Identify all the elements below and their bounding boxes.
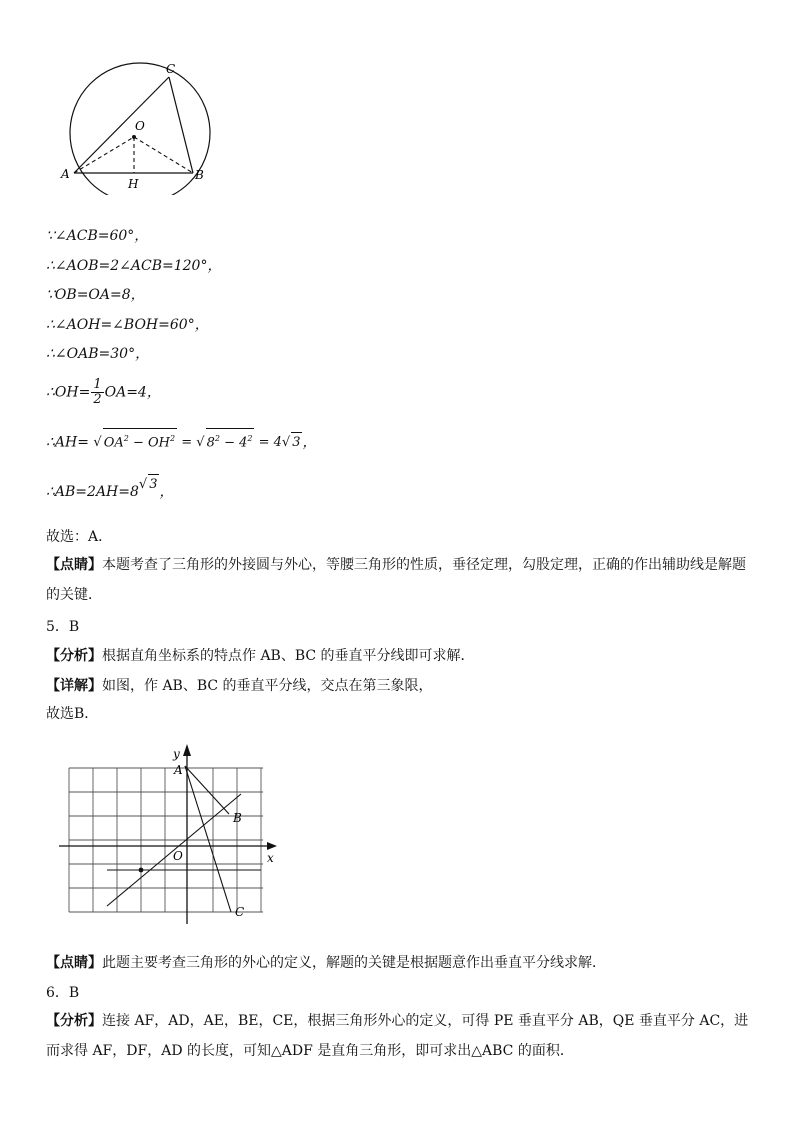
step-1: ∵∠ACB=60°， bbox=[46, 228, 149, 244]
q5-number: 5．B bbox=[46, 619, 80, 635]
grid-figure bbox=[55, 744, 285, 924]
label-h: H bbox=[128, 177, 139, 191]
q5-comment: 【点睛】此题主要考查三角形的外心的定义，解题的关键是根据题意作出垂直平分线求解． bbox=[46, 955, 606, 971]
label-a: A bbox=[61, 167, 70, 181]
q6-analysis: 【分析】连接 AF，AD，AE，BE，CE，根据三角形外心的定义，可得 PE 垂直平分 AB，QE 垂直平分 AC，进而求得 AF，DF，AD 的长度，可知△ADF 是直角三角形，即可求出△ABC 的面积． bbox=[46, 1013, 749, 1059]
label-y: y bbox=[173, 747, 180, 761]
step-oh: ∴OH= $\frac{1}{2}$ OA=4， bbox=[46, 377, 161, 407]
label-b: B bbox=[233, 811, 242, 825]
label-c: C bbox=[235, 905, 245, 919]
dashed-ob bbox=[134, 137, 193, 173]
label-b: B bbox=[195, 168, 204, 182]
x-axis-arrow bbox=[267, 842, 277, 850]
circle-figure bbox=[55, 55, 230, 195]
step-ab: ∴AB=2AH=8√ 3 ， bbox=[46, 482, 173, 503]
q4-comment: 【点睛】本题考查了三角形的外接圆与外心，等腰三角形的性质，垂径定理，勾股定理，正确的作出辅助线是解题的关键． bbox=[46, 557, 746, 603]
q5-detail: 【详解】如图，作 AB、BC 的垂直平分线，交点在第三象限， bbox=[46, 678, 433, 694]
label-x: x bbox=[267, 851, 274, 865]
segment-cb bbox=[169, 77, 193, 173]
step-5: ∴∠OAB=30°， bbox=[46, 346, 150, 362]
center-point bbox=[132, 135, 136, 139]
segment-ac bbox=[185, 766, 231, 912]
grid-lines bbox=[69, 768, 263, 912]
fraction-half: $\frac{1}{2}$ bbox=[93, 377, 102, 407]
step-4: ∴∠AOH=∠BOH=60°， bbox=[46, 317, 209, 333]
step-ah: ∴AH= √ $OA^2 - OH^2$ = √ $8^2 - 4^2 = 4√$ 3 ， bbox=[46, 428, 316, 453]
intersection-point bbox=[139, 868, 144, 873]
label-o: O bbox=[173, 849, 183, 863]
label-o: O bbox=[135, 119, 145, 133]
label-c: C bbox=[166, 62, 176, 76]
q6-number: 6．B bbox=[46, 985, 80, 1001]
q5-analysis: 【分析】根据直角坐标系的特点作 AB、BC 的垂直平分线即可求解． bbox=[46, 648, 475, 664]
segment-ab bbox=[185, 766, 229, 814]
segment-ac bbox=[74, 77, 169, 173]
y-axis-arrow bbox=[183, 744, 191, 756]
q5-answer: 故选B． bbox=[46, 706, 99, 722]
step-2: ∴∠AOB=2∠ACB=120°， bbox=[46, 258, 222, 274]
step-3: ∵OB=OA=8， bbox=[46, 287, 145, 303]
q4-answer: 故选：A． bbox=[46, 529, 113, 545]
label-a: A bbox=[174, 763, 183, 777]
